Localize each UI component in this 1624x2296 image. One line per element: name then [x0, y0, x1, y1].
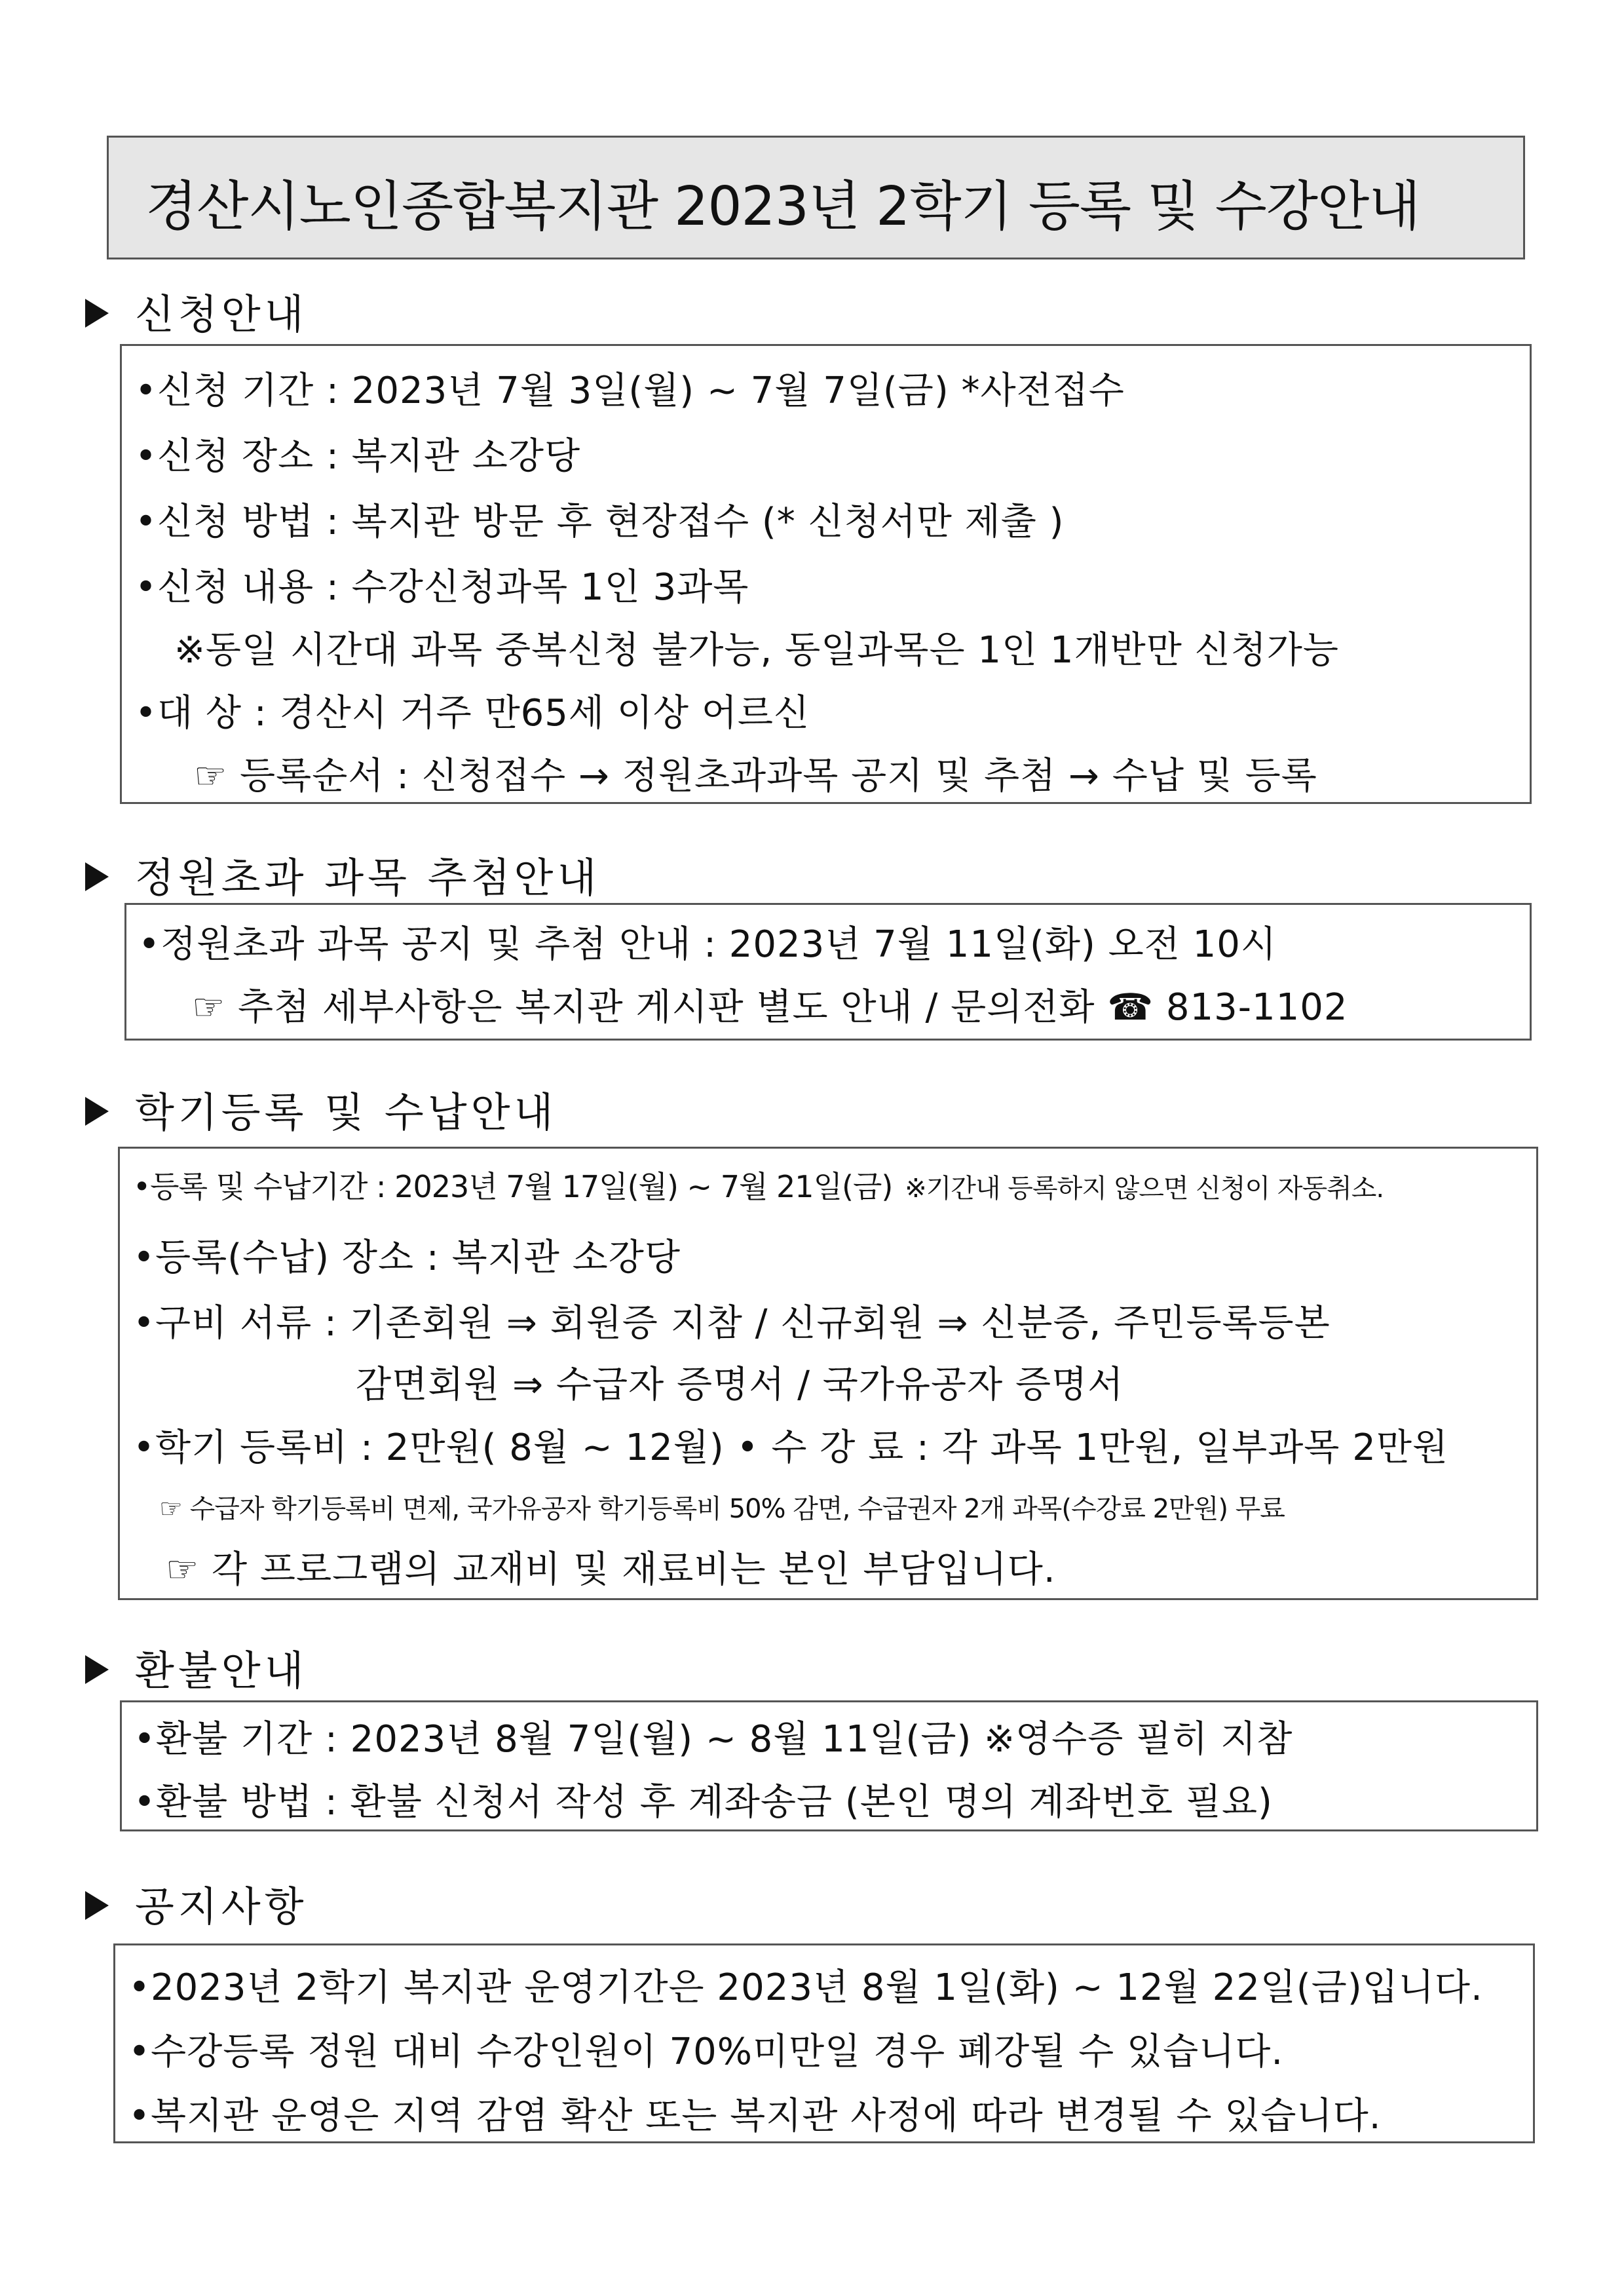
apply-order: ☞ 등록순서 : 신청접수 → 정원초과과목 공지 및 추첨 → 수납 및 등록 — [194, 755, 1317, 797]
registration-discount-note: ☞ 수급자 학기등록비 면제, 국가유공자 학기등록비 50% 감면, 수급권자 2개 과목(수강료 2만원) 무료 — [159, 1494, 1285, 1524]
registration-place: •등록(수납) 장소 : 복지관 소강당 — [133, 1236, 681, 1279]
refund-box — [120, 1700, 1538, 1831]
refund-period: •환불 기간 : 2023년 8월 7일(월) ~ 8월 11일(금) ※영수증 필히 지참 — [134, 1718, 1293, 1761]
refund-method: •환불 방법 : 환불 신청서 작성 후 계좌송금 (본인 명의 계좌번호 필요) — [134, 1781, 1273, 1824]
triangle-bullet-icon — [85, 1655, 109, 1684]
apply-note: ※동일 시간대 과목 중복신청 불가능, 동일과목은 1인 1개반만 신청가능 — [174, 629, 1339, 672]
section-heading-notice — [85, 1874, 308, 1932]
section-heading-text: 환불안내 — [135, 1647, 308, 1694]
triangle-bullet-icon — [85, 862, 109, 891]
registration-box — [118, 1147, 1538, 1600]
section-heading-text: 공지사항 — [135, 1883, 308, 1930]
apply-period: •신청 기간 : 2023년 7월 3일(월) ~ 7월 7일(금) *사전접수 — [135, 370, 1125, 412]
registration-period-note: ※기간내 등록하지 않으면 신청이 자동취소. — [905, 1174, 1384, 1204]
notice-change: •복지관 운영은 지역 감염 확산 또는 복지관 사정에 따라 변경될 수 있습니다. — [128, 2095, 1382, 2137]
notice-box — [113, 1943, 1535, 2143]
notice-cancellation: •수강등록 정원 대비 수강인원이 70%미만일 경우 폐강될 수 있습니다. — [128, 2031, 1284, 2073]
registration-period — [133, 1163, 1384, 1206]
lottery-detail: ☞ 추첨 세부사항은 복지관 게시판 별도 안내 / 문의전화 ☎ 813-1102 — [192, 986, 1348, 1029]
registration-documents: •구비 서류 : 기존회원 ⇒ 회원증 지참 / 신규회원 ⇒ 신분증, 주민등록등본 — [133, 1302, 1331, 1345]
lottery-box — [124, 903, 1532, 1041]
section-heading-refund — [85, 1638, 308, 1696]
section-heading-apply — [85, 282, 308, 340]
section-heading-text: 정원초과 과목 추첨안내 — [135, 854, 601, 902]
apply-content: •신청 내용 : 수강신청과목 1인 3과목 — [135, 566, 749, 609]
page-title: 경산시노인종합복지관 2023년 2학기 등록 및 수강안내 — [145, 176, 1420, 238]
section-heading-text: 학기등록 및 수납안내 — [135, 1088, 557, 1136]
lottery-notice: •정원초과 과목 공지 및 추첨 안내 : 2023년 7월 11일(화) 오전 10시 — [138, 923, 1277, 966]
section-heading-text: 신청안내 — [135, 290, 308, 338]
section-heading-lottery — [85, 845, 600, 904]
triangle-bullet-icon — [85, 299, 109, 328]
registration-documents-reduced: 감면회원 ⇒ 수급자 증명서 / 국가유공자 증명서 — [356, 1364, 1124, 1406]
section-heading-registration — [85, 1080, 557, 1138]
title-box — [107, 136, 1525, 259]
notice-operation-period: •2023년 2학기 복지관 운영기간은 2023년 8월 1일(화) ~ 12월 22일(금)입니다. — [128, 1966, 1483, 2009]
triangle-bullet-icon — [85, 1891, 109, 1920]
registration-period-main: •등록 및 수납기간 : 2023년 7월 17일(월) ~ 7월 21일(금) — [133, 1169, 893, 1204]
triangle-bullet-icon — [85, 1097, 109, 1126]
registration-material-note: ☞ 각 프로그램의 교재비 및 재료비는 본인 부담입니다. — [166, 1548, 1056, 1591]
apply-method: •신청 방법 : 복지관 방문 후 현장접수 (* 신청서만 제출 ) — [135, 501, 1065, 543]
apply-target: •대 상 : 경산시 거주 만65세 이상 어르신 — [135, 692, 810, 735]
apply-place: •신청 장소 : 복지관 소강당 — [135, 435, 581, 478]
registration-fee: •학기 등록비 : 2만원( 8월 ~ 12월) • 수 강 료 : 각 과목 1만원, 일부과목 2만원 — [133, 1426, 1449, 1469]
apply-box — [120, 344, 1532, 804]
